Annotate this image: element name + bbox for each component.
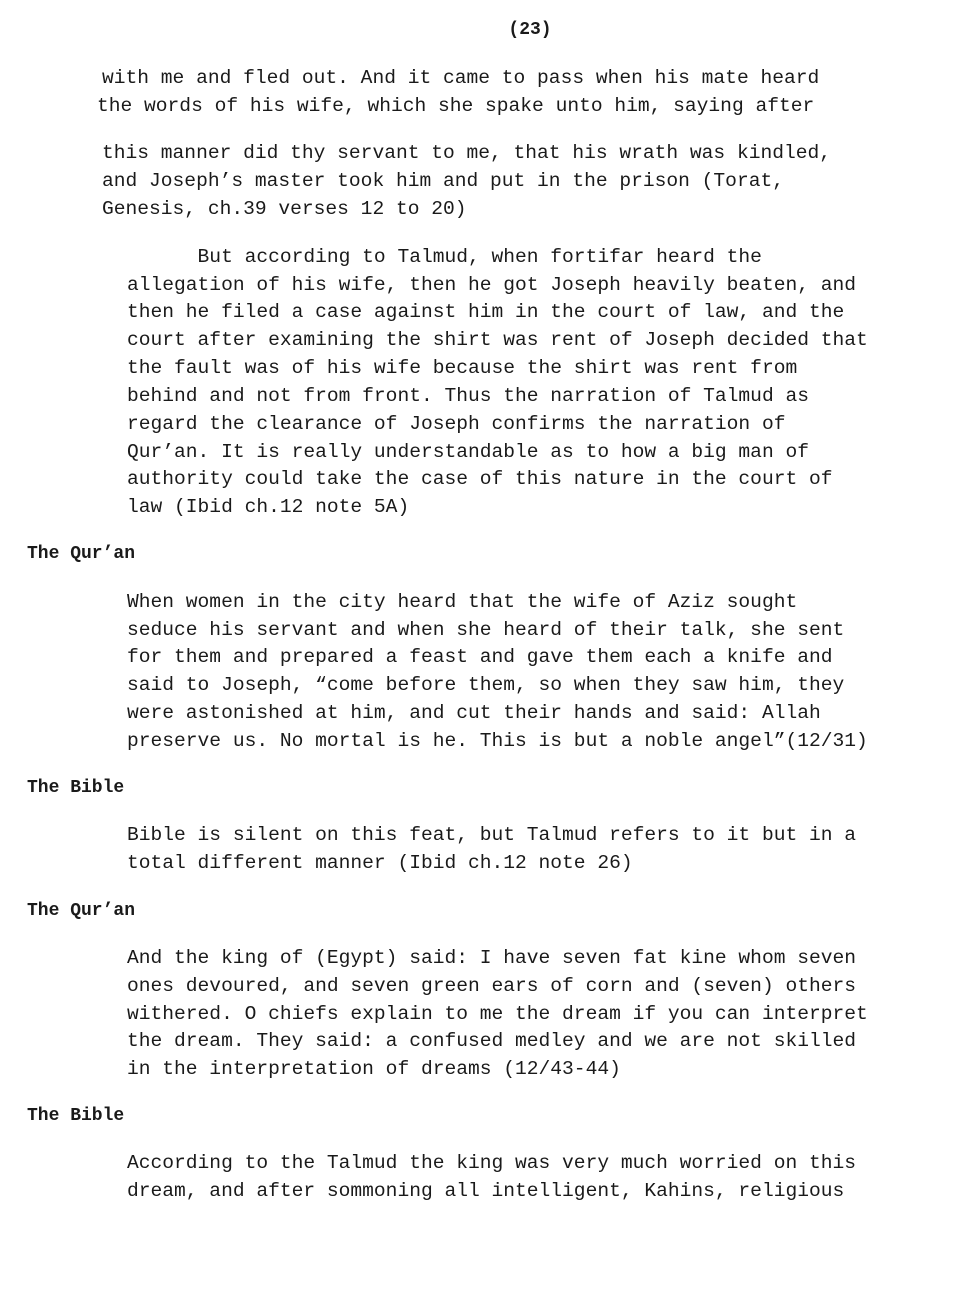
text-line: then he filed a case against him in the court of law, and the: [127, 301, 845, 323]
text-line: allegation of his wife, then he got Joseph heavily beaten, and: [127, 274, 857, 296]
section-heading: The Qur’an: [27, 901, 136, 921]
text-line: in the interpretation of dreams (12/43-44): [127, 1058, 621, 1080]
text-line: dream, and after sommoning all intelligent, Kahins, religious: [127, 1180, 845, 1202]
text-line: According to the Talmud the king was very much worried on this: [127, 1152, 857, 1174]
text-line: the dream. They said: a confused medley and we are not skilled: [127, 1030, 857, 1052]
text-line: law (Ibid ch.12 note 5A): [127, 496, 410, 518]
text-line: behind and not from front. Thus the narration of Talmud as: [127, 385, 809, 407]
section-heading: The Bible: [27, 1106, 125, 1126]
text-line: this manner did thy servant to me, that his wrath was kindled,: [102, 142, 832, 164]
text-line: court after examining the shirt was rent of Joseph decided that: [127, 329, 868, 351]
text-line: the fault was of his wife because the shirt was rent from: [127, 357, 798, 379]
section-heading: The Bible: [27, 778, 125, 798]
text-line: with me and fled out. And it came to pass when his mate heard: [102, 67, 820, 89]
text-line: authority could take the case of this nature in the court of: [127, 468, 833, 490]
text-line: were astonished at him, and cut their hands and said: Allah: [127, 702, 821, 724]
text-line: But according to Talmud, when fortifar heard the: [127, 246, 762, 268]
text-line: the words of his wife, which she spake unto him, saying after: [97, 95, 815, 117]
text-line: for them and prepared a feast and gave them each a knife and: [127, 646, 833, 668]
text-line: seduce his servant and when she heard of their talk, she sent: [127, 619, 845, 641]
text-line: withered. O chiefs explain to me the dream if you can interpret: [127, 1003, 868, 1025]
section-heading: The Qur’an: [27, 544, 136, 564]
text-line: Genesis, ch.39 verses 12 to 20): [102, 198, 467, 220]
text-line: Qur’an. It is really understandable as to how a big man of: [127, 441, 809, 463]
text-line: regard the clearance of Joseph confirms the narration of: [127, 413, 786, 435]
text-line: When women in the city heard that the wife of Aziz sought: [127, 591, 798, 613]
text-line: total different manner (Ibid ch.12 note 26): [127, 852, 633, 874]
text-line: Bible is silent on this feat, but Talmud refers to it but in a: [127, 824, 857, 846]
text-line: and Joseph’s master took him and put in the prison (Torat,: [102, 170, 784, 192]
text-line: ones devoured, and seven green ears of corn and (seven) others: [127, 975, 857, 997]
text-line: And the king of (Egypt) said: I have seven fat kine whom seven: [127, 947, 857, 969]
text-line: said to Joseph, “come before them, so when they saw him, they: [127, 674, 845, 696]
text-line: preserve us. No mortal is he. This is but a noble angel”(12/31): [127, 730, 868, 752]
page-number: (23): [508, 20, 552, 40]
